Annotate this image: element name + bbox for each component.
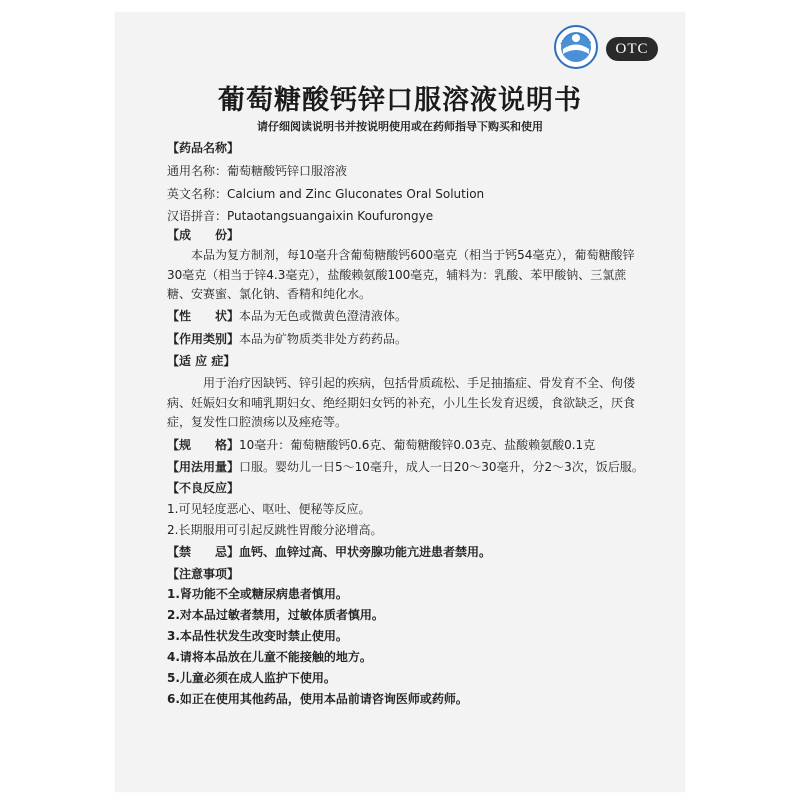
specification-text: 10毫升：葡萄糖酸钙0.6克、葡萄糖酸锌0.03克、盐酸赖氨酸0.1克 xyxy=(239,438,596,452)
section-heading-drug-name: 【药品名称】 xyxy=(167,141,240,155)
section-heading-dosage: 【用法用量】 xyxy=(167,460,240,474)
category-text: 本品为矿物质类非处方药药品。 xyxy=(239,332,408,346)
generic-name-value: 葡萄糖酸钙锌口服溶液 xyxy=(227,164,348,178)
character-row xyxy=(167,307,682,324)
precaution-item: 5.儿童必须在成人监护下使用。 xyxy=(167,671,336,685)
section-heading-composition: 【成 份】 xyxy=(167,228,240,242)
english-name-label: 英文名称： xyxy=(167,187,228,201)
category-row xyxy=(167,330,682,347)
specification-row xyxy=(167,436,682,453)
section-heading-specification: 【规 格】 xyxy=(167,438,240,452)
english-name-row xyxy=(167,185,682,202)
composition-text: 本品为复方制剂，每10毫升含葡萄糖酸钙600毫克（相当于钙54毫克），葡萄糖酸锌30毫克（相当于锌4.3毫克），盐酸赖氨酸100毫克，辅料为：乳酸、苯甲酸钠、三氯蔗糖、安赛蜜、氯化钠、香精和纯化水。 xyxy=(167,248,635,301)
precaution-item: 2.对本品过敏者禁用，过敏体质者慎用。 xyxy=(167,608,384,622)
section-heading-precautions: 【注意事项】 xyxy=(167,567,240,581)
precaution-item: 4.请将本品放在儿童不能接触的地方。 xyxy=(167,650,372,664)
generic-name-row xyxy=(167,162,682,179)
indications-text: 用于治疗因缺钙、锌引起的疾病，包括骨质疏松、手足抽搐症、骨发育不全、佝偻病、妊娠妇女和哺乳期妇女、绝经期妇女钙的补充，小儿生长发育迟缓，食欲缺乏，厌食症，复发性口腔溃疡以及痤疮等。 xyxy=(167,376,636,429)
page-subtitle: 请仔细阅读说明书并按说明使用或在药师指导下购买和使用 xyxy=(257,120,543,133)
section-heading-adverse: 【不良反应】 xyxy=(167,481,240,495)
dosage-text: 口服。婴幼儿一日5～10毫升，成人一日20～30毫升，分2～3次，饭后服。 xyxy=(239,460,644,474)
adverse-item: 2.长期服用可引起反跳性胃酸分泌增高。 xyxy=(167,523,383,537)
nonprescription-drug-logo-icon xyxy=(553,24,599,70)
dosage-row xyxy=(167,458,682,475)
page-title: 葡萄糖酸钙锌口服溶液说明书 xyxy=(218,85,582,116)
section-heading-category: 【作用类别】 xyxy=(167,332,240,346)
contraindications-text: 血钙、血锌过高、甲状旁腺功能亢进患者禁用。 xyxy=(239,545,492,559)
section-heading-character: 【性 状】 xyxy=(167,309,240,323)
pinyin-name-row xyxy=(167,207,682,224)
section-heading-indications: 【适 应 症】 xyxy=(167,354,236,368)
precaution-item: 1.肾功能不全或糖尿病患者慎用。 xyxy=(167,587,348,601)
generic-name-label: 通用名称： xyxy=(167,164,228,178)
section-heading-contraindications: 【禁 忌】 xyxy=(167,545,240,559)
precaution-item: 6.如正在使用其他药品，使用本品前请咨询医师或药师。 xyxy=(167,692,468,706)
pinyin-name-label: 汉语拼音： xyxy=(167,209,228,223)
adverse-item: 1.可见轻度恶心、呕吐、便秘等反应。 xyxy=(167,502,371,516)
precaution-item: 3.本品性状发生改变时禁止使用。 xyxy=(167,629,348,643)
otc-badge: OTC xyxy=(606,37,658,61)
english-name-value: Calcium and Zinc Gluconates Oral Solution xyxy=(227,187,485,201)
contraindications-row xyxy=(167,543,682,560)
character-text: 本品为无色或微黄色澄清液体。 xyxy=(239,309,408,323)
pinyin-name-value: Putaotangsuangaixin Koufurongye xyxy=(227,209,434,223)
